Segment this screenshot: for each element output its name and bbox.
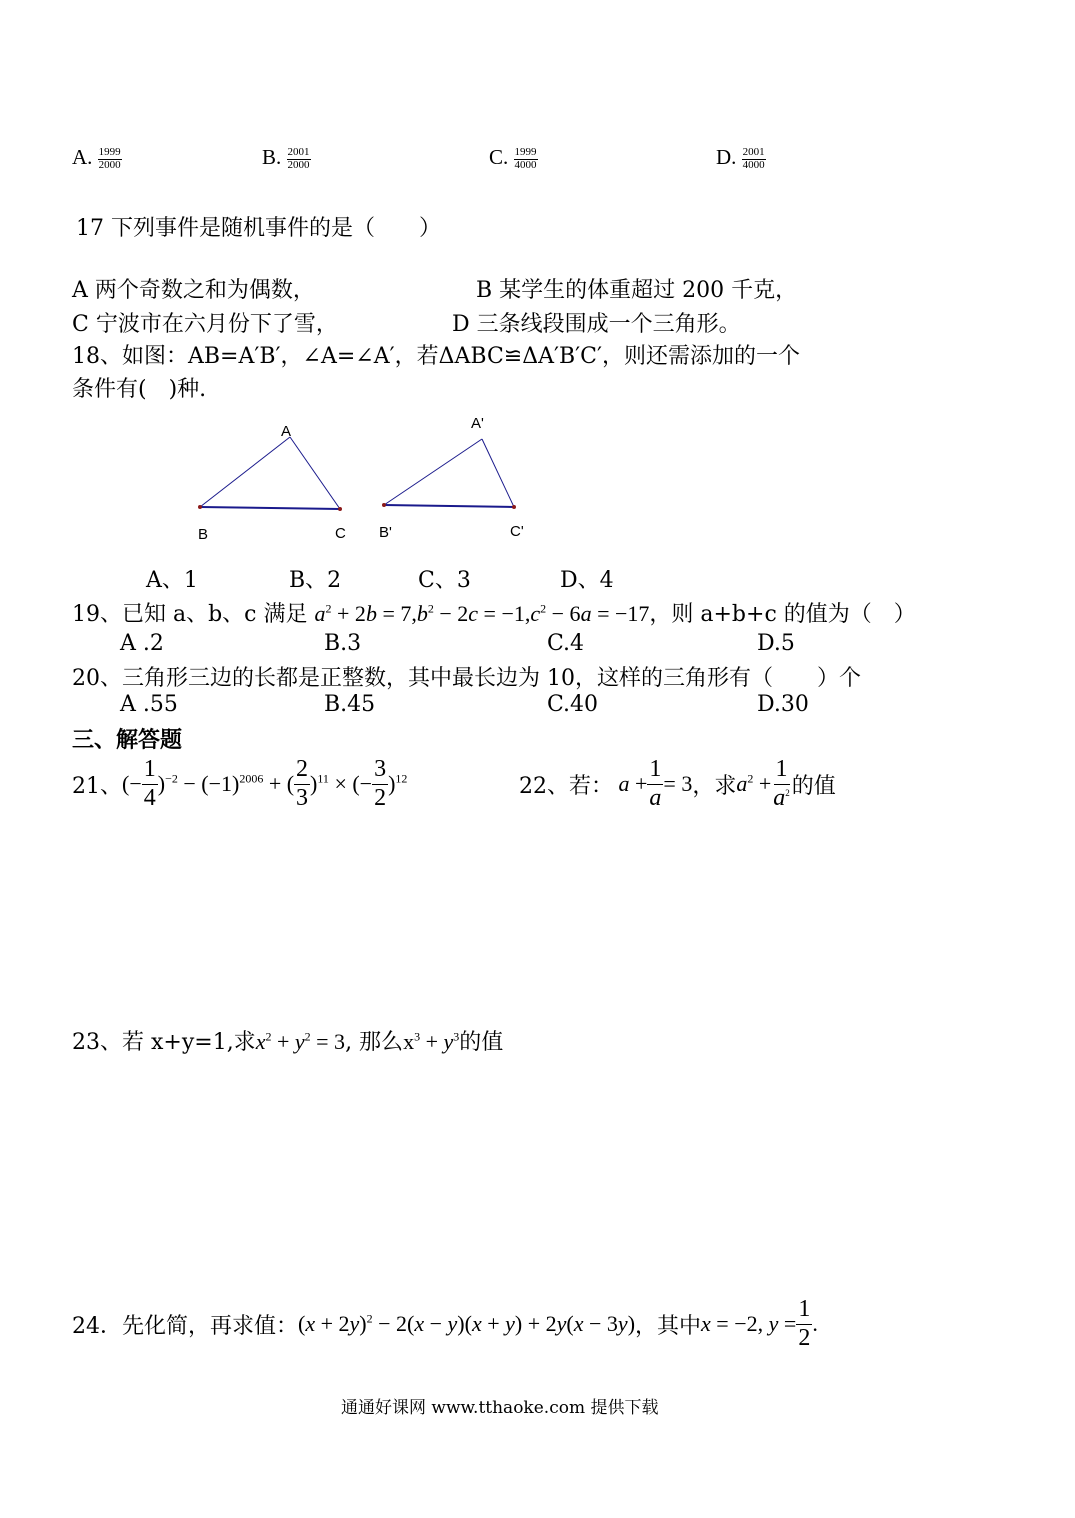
q18-stem-line2: 条件有( )种.	[72, 377, 207, 402]
q20-stem: 20、三角形三边的长都是正整数，其中最长边为 10，这样的三角形有（ ）个	[72, 666, 861, 691]
q19-option-a: A .2	[120, 631, 164, 656]
q18-option-c: C、3	[418, 568, 471, 593]
q17-option-d: D 三条线段围成一个三角形。	[452, 312, 741, 337]
side-ac	[290, 437, 340, 509]
q18-stem-line1: 18、如图：AB=A′B′，∠A=∠A′，若ΔABC≌ΔA′B′C′，则还需添加的一个	[72, 344, 800, 369]
fraction: $\frac{1999}{2000}$	[98, 146, 121, 171]
q22-expression: 22、若： a + $\frac{1}{a}$ = 3 ，求 $a^2$ + $\frac{1}{a^2}$ 的值	[519, 756, 836, 811]
label-b2: B'	[379, 524, 392, 541]
q19-option-d: D.5	[757, 631, 795, 656]
q17-stem: 17 下列事件是随机事件的是（ ）	[76, 216, 441, 241]
q17-option-b: B 某学生的体重超过 200 千克，	[476, 278, 798, 303]
q19-stem: 19、已知 a、b、c 满足 $a^2 + 2b = 7,b^2 - 2c = -1,c^2 - 6a = -17$，则 a+b+c 的值为（ ）	[72, 601, 916, 627]
label-b: B	[198, 526, 209, 543]
q16-option-c: C. $\frac{1999}{4000}$	[489, 145, 537, 171]
triangle-a2b2c2	[379, 415, 524, 541]
label-a: A	[281, 423, 292, 440]
q20-option-d: D.30	[757, 692, 809, 717]
point-b	[198, 505, 202, 509]
q17-option-c: C 宁波市在六月份下了雪，	[72, 312, 338, 337]
side-a2c2	[482, 439, 514, 507]
point-c	[338, 507, 342, 511]
section-title: 三、解答题	[72, 728, 183, 753]
q19-option-b: B.3	[324, 631, 362, 656]
fraction: $\frac{1}{a^2}$	[773, 756, 790, 811]
footer: 通通好课网 www.tthaoke.com 提供下载	[341, 1398, 659, 1418]
fraction: $\frac{3}{2}$	[374, 756, 387, 811]
fraction: $\frac{1999}{4000}$	[514, 146, 537, 171]
label-a2: A'	[471, 415, 484, 432]
point-c2	[512, 505, 516, 509]
label-c: C	[335, 525, 346, 542]
q23-expression: 23、若 x+y=1,求$x^2 + y^2 = 3$, 那么$x^3 + y^3$的值	[72, 1029, 504, 1055]
q18-option-a: A、1	[146, 568, 198, 593]
q24-expression: 24．先化简，再求值： $(x + 2y)^2 - 2(x - y)(x + y) + 2y(x - 3y)$ ，其中 x = −2, y = $\frac{1}{2}$ .	[72, 1296, 818, 1351]
q16-option-d: D. $\frac{2001}{4000}$	[716, 145, 765, 171]
fraction: $\frac{1}{a}$	[649, 756, 662, 811]
q18-option-b: B、2	[289, 568, 342, 593]
q20-option-c: C.40	[547, 692, 599, 717]
label-c2: C'	[510, 523, 524, 540]
side-ab	[200, 437, 290, 507]
q20-option-a: A .55	[120, 692, 178, 717]
side-a2b2	[384, 439, 482, 505]
fraction: $\frac{2}{3}$	[296, 756, 309, 811]
point-b2	[382, 503, 386, 507]
fraction: $\frac{1}{2}$	[798, 1296, 811, 1351]
q20-option-b: B.45	[324, 692, 376, 717]
side-b2c2	[384, 505, 514, 507]
triangle-abc	[198, 423, 346, 543]
q21-expression: 21、 (− $\frac{1}{4}$ )$^{-2} - (-1)^{2006}$ + ( $\frac{2}{3}$ )$^{11}$ × (− $\frac{3}{2}$ )$^{12}$	[72, 756, 408, 811]
q18-option-d: D、4	[560, 568, 614, 593]
side-bc	[200, 507, 340, 509]
q19-option-c: C.4	[547, 631, 585, 656]
fraction: $\frac{1}{4}$	[143, 756, 156, 811]
q19-equations: $a^2 + 2b = 7,b^2 - 2c = -1,c^2 - 6a = -17$	[314, 601, 650, 626]
q16-option-a: A. $\frac{1999}{2000}$	[72, 145, 121, 171]
fraction: $\frac{2001}{2000}$	[287, 146, 310, 171]
q18-triangles-figure	[180, 405, 560, 550]
fraction: $\frac{2001}{4000}$	[742, 146, 765, 171]
q17-option-a: A 两个奇数之和为偶数，	[72, 278, 315, 303]
q16-option-b: B. $\frac{2001}{2000}$	[262, 145, 310, 171]
